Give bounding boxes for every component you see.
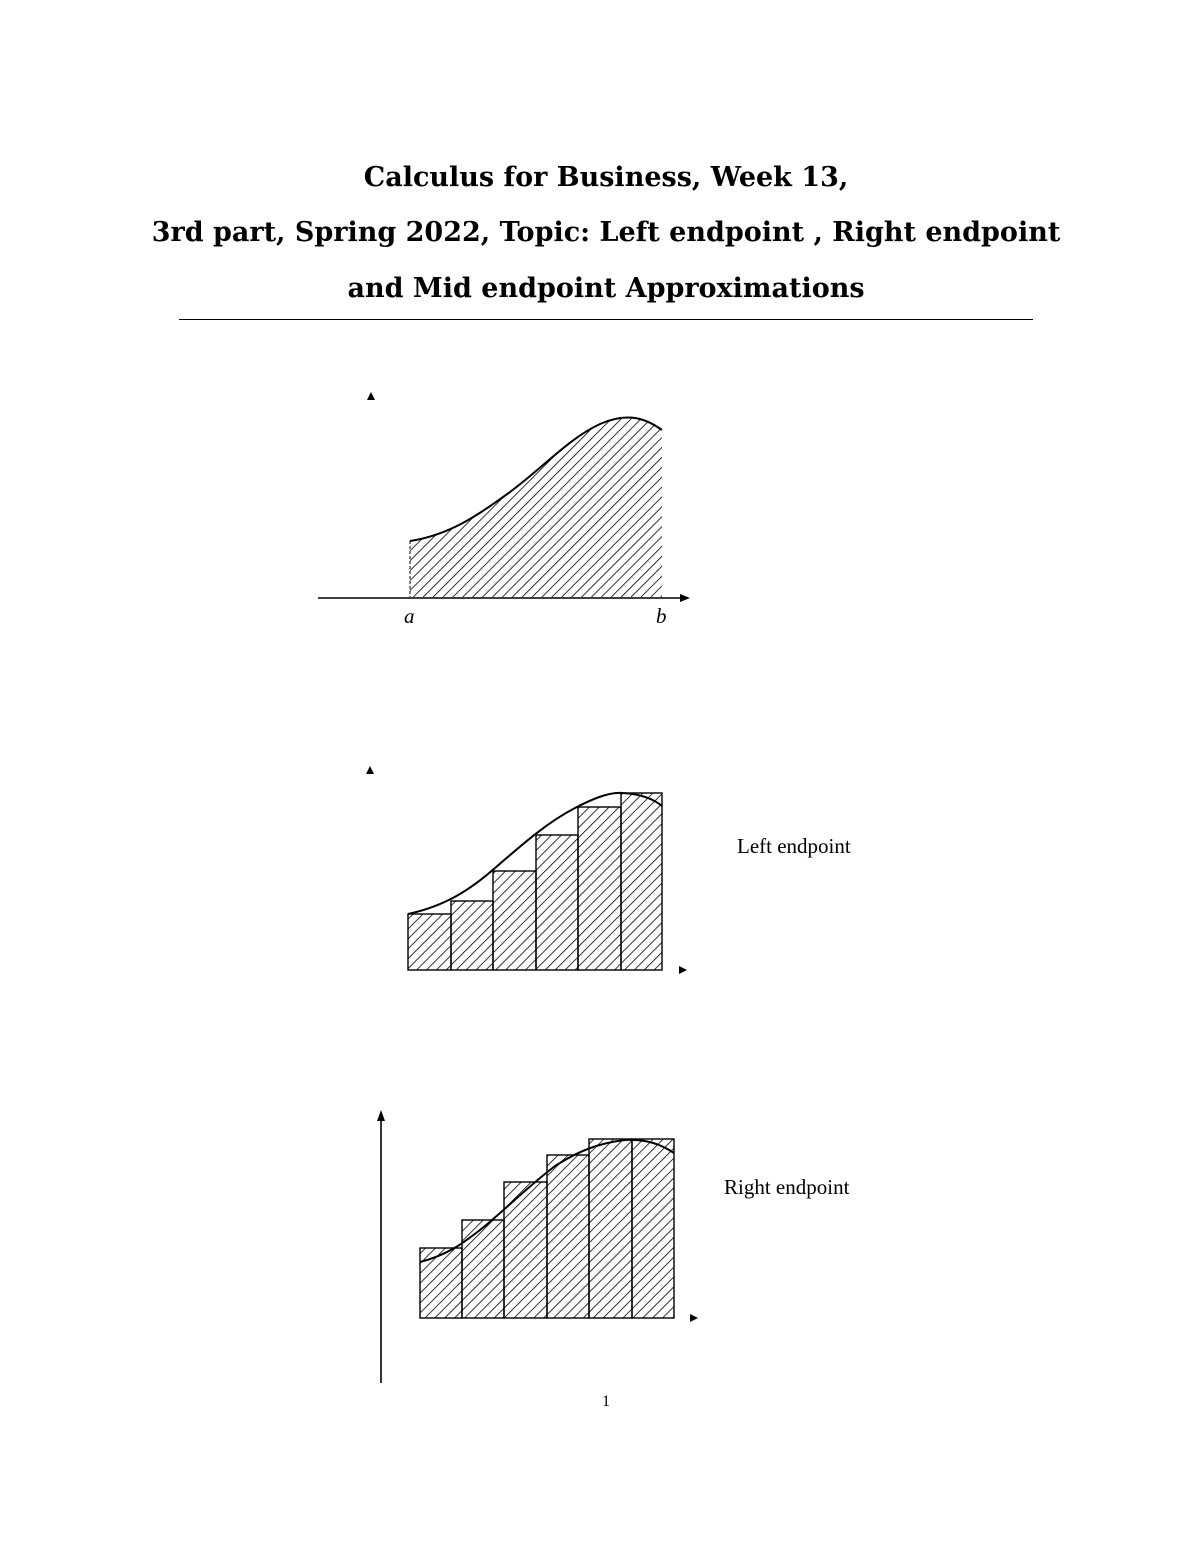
left-rectangles xyxy=(408,793,662,970)
right-rect-3 xyxy=(504,1182,547,1318)
y-axis-arrow-left xyxy=(366,766,374,774)
right-rectangles xyxy=(420,1139,674,1318)
a-label: a xyxy=(404,604,415,628)
b-label: b xyxy=(656,604,667,628)
right-rect-2 xyxy=(462,1220,504,1318)
title-line-2: 3rd part, Spring 2022, Topic: Left endpoint , Right endpoint xyxy=(151,217,1061,248)
x-axis-arrow-right xyxy=(690,1314,698,1322)
x-axis-arrow xyxy=(680,594,690,602)
left-rect-5 xyxy=(578,807,621,970)
left-rect-1 xyxy=(408,914,451,970)
figure-right-endpoint xyxy=(377,1110,850,1383)
figure-area-under-curve xyxy=(318,392,690,628)
right-rect-5 xyxy=(589,1139,632,1318)
title-line-1: Calculus for Business, Week 13, xyxy=(363,162,849,193)
title-line-3: and Mid endpoint Approximations xyxy=(347,273,865,304)
right-rect-6 xyxy=(632,1139,674,1318)
shaded-area-region xyxy=(410,418,662,597)
left-rect-3 xyxy=(493,871,536,970)
page-number: 1 xyxy=(602,1393,610,1410)
right-rect-1 xyxy=(420,1248,462,1318)
left-endpoint-label: Left endpoint xyxy=(737,834,851,858)
left-rect-6 xyxy=(621,793,662,970)
figure-left-endpoint xyxy=(366,766,851,974)
left-rect-2 xyxy=(451,901,493,970)
y-axis-arrow xyxy=(367,392,375,400)
x-axis-arrow-left xyxy=(679,966,687,974)
right-endpoint-label: Right endpoint xyxy=(724,1175,850,1199)
y-axis-arrow-right xyxy=(377,1110,385,1121)
right-rect-4 xyxy=(547,1155,589,1318)
left-rect-4 xyxy=(536,835,578,970)
